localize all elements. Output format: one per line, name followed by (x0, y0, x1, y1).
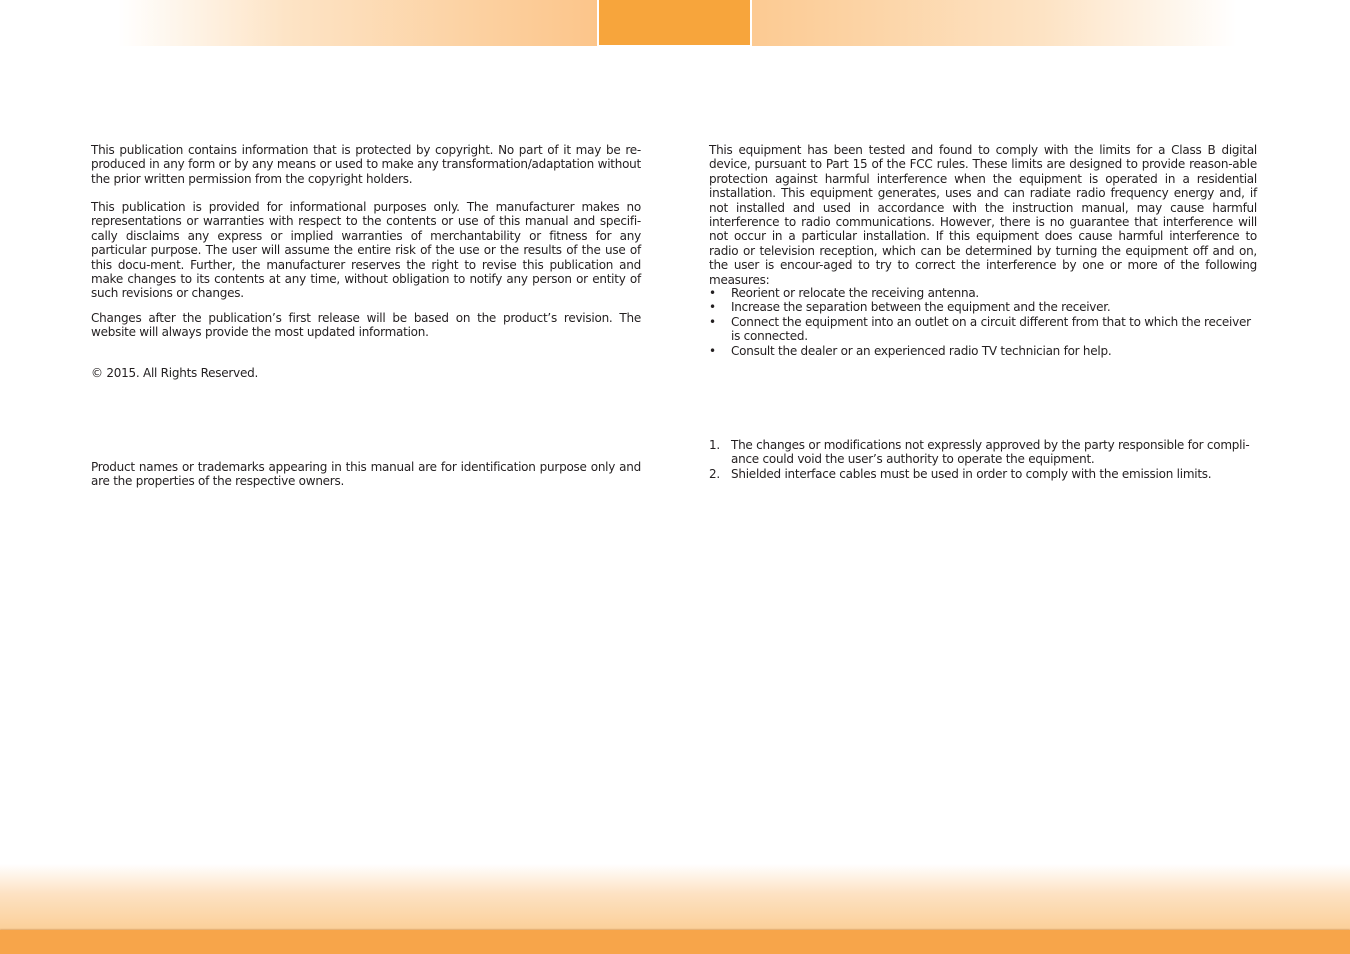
list-item (709, 300, 1257, 314)
list-item-text: Increase the separation between the equipment and the receiver. (731, 300, 1111, 315)
bullet-marker: • (709, 314, 716, 329)
list-item (709, 467, 1257, 481)
header-tab-block (599, 0, 750, 45)
disclaimer-text: This publication is provided for informational purposes only. The manufacturer makes no representations or warranties with respect to the contents or use of this manual and specifi-cally disclaims any express or implied warranties of merchantability or fitness for any particular purpose. The user will assume the entire risk of the use or the results of the use of this docu-ment. Further, the manufacturer reserves the right to revise this publication and make changes to its contents at any time, without obligation to notify any person or entity of such revisions or changes. (91, 200, 641, 301)
footer-gradient (0, 864, 1350, 930)
bullet-marker: • (709, 286, 716, 300)
header-gradient-right (752, 0, 1237, 46)
list-number: 2. (709, 466, 720, 481)
list-item-text: Reorient or relocate the receiving antenna. (731, 286, 979, 300)
rights-reserved (91, 366, 641, 380)
rights-reserved-text: © 2015. All Rights Reserved. (91, 366, 259, 380)
list-item (709, 286, 1257, 300)
list-item-text: Consult the dealer or an experienced radio TV technician for help. (731, 343, 1112, 358)
bullet-marker: • (709, 300, 716, 315)
list-number: 1. (709, 438, 720, 452)
copyright-notice (91, 143, 641, 186)
disclaimer (91, 200, 641, 301)
bullet-marker: • (709, 343, 716, 358)
measures-list (709, 286, 1257, 358)
list-item (709, 438, 1257, 467)
fcc-statement-text: This equipment has been tested and found to comply with the limits for a Class B digital device, pursuant to Part 15 of the FCC rules. These limits are designed to provide reason-able protection against harmful interference when the equipment is operated in a residential installation. This equipment generates, uses and can radiate radio frequency energy and, if not installed and used in accordance with the instruction manual, may cause harmful interference to radio communications. However, there is no guarantee that interference will not occur in a particular installation. If this equipment does cause harmful interference to radio or television reception, which can be determined by turning the equipment off and on, the user is encour-aged to try to correct the interference by one or more of the following measures: (709, 143, 1257, 287)
changes-note (91, 311, 641, 340)
header-gradient-left (118, 0, 597, 46)
trademarks (91, 460, 641, 489)
fcc-statement (709, 143, 1257, 287)
notices-list (709, 438, 1257, 481)
trademarks-text: Product names or trademarks appearing in this manual are for identification purpose only and are the properties of the respective owners. (91, 460, 641, 489)
list-item (709, 344, 1257, 358)
list-item-text: Shielded interface cables must be used in order to comply with the emission limits. (731, 466, 1212, 481)
copyright-notice-text: This publication contains information that is protected by copyright. No part of it may be re-produced in any form or by any means or used to make any transformation/adaptation without the prior written permission from the copyright holders. (91, 143, 641, 186)
footer-bar (0, 930, 1350, 954)
list-item (709, 315, 1257, 344)
list-item-text: The changes or modifications not expressly approved by the party responsible for compli-ance could void the user’s authority to operate the equipment. (731, 438, 1250, 467)
changes-note-text: Changes after the publication’s first release will be based on the product’s revision. The website will always provide the most updated information. (91, 311, 641, 340)
list-item-text: Connect the equipment into an outlet on a circuit different from that to which the receiver is connected. (731, 314, 1251, 344)
